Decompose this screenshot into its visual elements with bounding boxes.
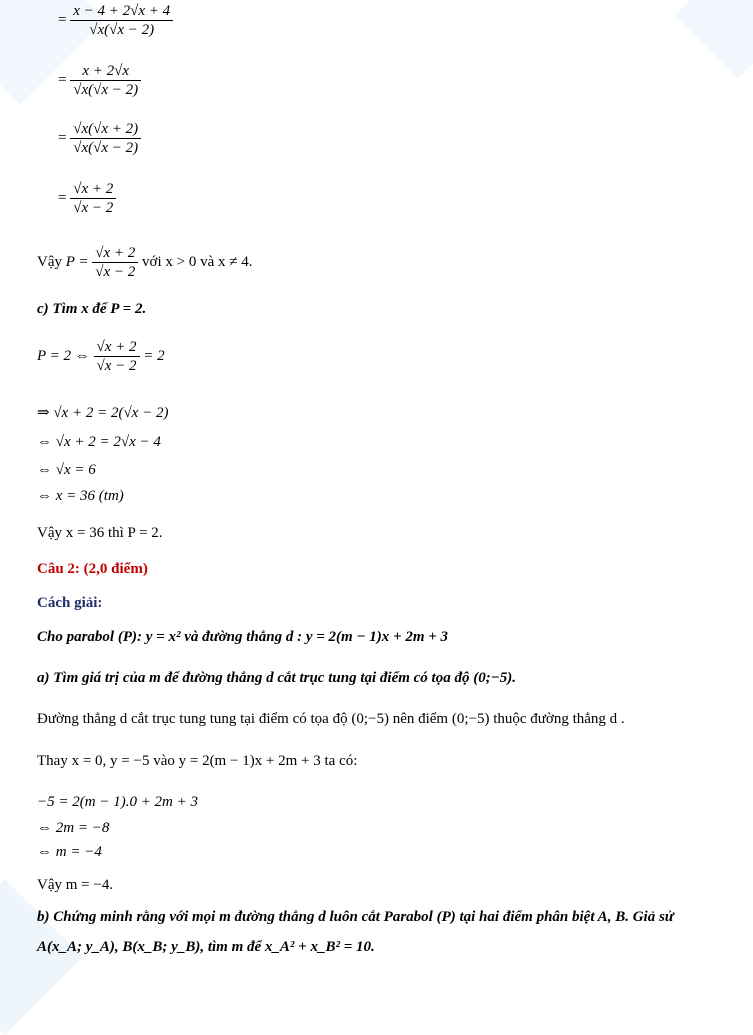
fraction	[70, 62, 141, 99]
part-a-equation-2: ⇔ 2m = −8	[37, 820, 110, 836]
numerator: √x + 2	[94, 338, 140, 357]
fraction	[70, 2, 173, 39]
part-b-heading-line-2: A(x_A; y_A), B(x_B; y_B), tìm m để x_A² + x_B² = 10.	[37, 939, 375, 955]
simplify-step-4	[58, 180, 116, 217]
denominator: √x(√x − 2)	[73, 82, 139, 98]
equals-sign: =	[58, 189, 67, 206]
part-a-heading: a) Tìm giá trị của m để đường thẳng d cắt trục tung tại điểm có tọa độ (0;−5).	[37, 670, 517, 686]
part-c-equation-3: ⇔ √x + 2 = 2√x − 4	[37, 434, 161, 450]
denominator: √x − 2	[96, 358, 137, 374]
simplify-step-2	[58, 62, 141, 99]
question-2-intro: Cho parabol (P): y = x² và đường thẳng d : y = 2(m − 1)x + 2m + 3	[37, 629, 449, 645]
result-p-eq: P =	[65, 253, 89, 270]
denominator: √x(√x − 2)	[89, 22, 155, 38]
part-c-equation-2: ⇒ √x + 2 = 2(√x − 2)	[37, 405, 169, 421]
part-c-equation-1	[37, 338, 165, 375]
fraction	[70, 120, 141, 157]
question-2-title: Câu 2: (2,0 điểm)	[37, 561, 148, 577]
part-a-equation-3: ⇔ m = −4	[37, 844, 102, 860]
simplify-step-1	[58, 2, 173, 39]
eq-fraction	[94, 338, 140, 375]
result-fraction	[92, 244, 138, 281]
part-a-substitute: Thay x = 0, y = −5 vào y = 2(m − 1)x + 2m + 3 ta có:	[37, 753, 358, 769]
result-line-b	[37, 244, 252, 281]
numerator: x − 4 + 2√x + 4	[70, 2, 173, 21]
numerator: √x + 2	[92, 244, 138, 263]
part-a-equation-1: −5 = 2(m − 1).0 + 2m + 3	[37, 794, 199, 810]
result-condition: với x > 0 và x ≠ 4.	[142, 253, 253, 270]
equals-sign: =	[58, 129, 67, 146]
page-decoration-top-right	[674, 0, 753, 79]
part-c-heading: c) Tìm x để P = 2.	[37, 301, 147, 317]
denominator: √x − 2	[95, 264, 136, 280]
part-c-equation-5: ⇔ x = 36 (tm)	[37, 488, 124, 504]
eq-left: P = 2 ⇔	[37, 347, 90, 364]
numerator: √x(√x + 2)	[70, 120, 141, 139]
numerator: x + 2√x	[70, 62, 141, 81]
part-a-conclusion: Vậy m = −4.	[37, 877, 114, 893]
part-a-explain: Đường thẳng d cắt trục tung tung tại điểm có tọa độ (0;−5) nên điểm (0;−5) thuộc đường thẳng d .	[37, 711, 625, 727]
part-c-conclusion: Vậy x = 36 thì P = 2.	[37, 525, 163, 541]
page-decoration-bottom-left	[0, 879, 83, 1035]
fraction	[70, 180, 116, 217]
eq-right: = 2	[143, 347, 165, 364]
part-c-equation-4: ⇔ √x = 6	[37, 462, 96, 478]
denominator: √x(√x − 2)	[73, 140, 139, 156]
numerator: √x + 2	[70, 180, 116, 199]
solution-label: Cách giải:	[37, 595, 103, 611]
denominator: √x − 2	[73, 200, 114, 216]
equals-sign: =	[58, 71, 67, 88]
result-vay: Vậy	[37, 253, 62, 270]
simplify-step-3	[58, 120, 141, 157]
equals-sign: =	[58, 11, 67, 28]
part-b-heading-line-1: b) Chứng minh rằng với mọi m đường thẳng d luôn cắt Parabol (P) tại hai điểm phân biệt A, B. Giả sử	[37, 909, 674, 925]
